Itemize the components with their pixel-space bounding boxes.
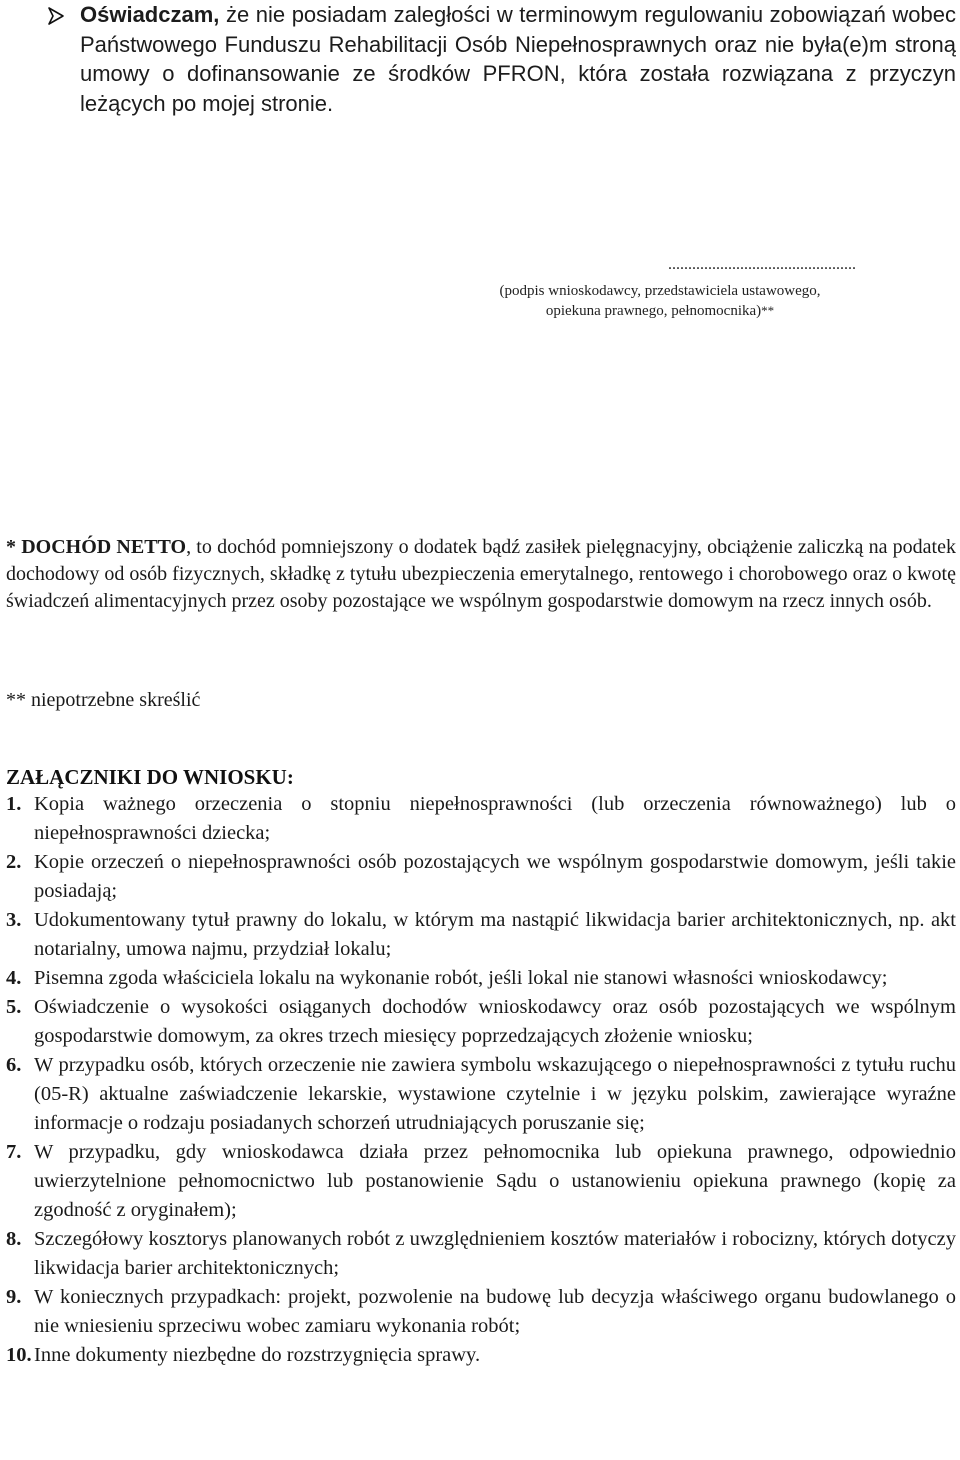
item-text: Kopia ważnego orzeczenia o stopniu niepełnosprawności (lub orzeczenia równoważnego) lub o niepełnosprawności dziecka;	[34, 793, 956, 844]
item-text: Inne dokumenty niezbędne do rozstrzygnięcia sprawy.	[34, 1344, 481, 1366]
list-item	[6, 1283, 956, 1341]
item-number: 6.	[6, 1054, 22, 1076]
item-number: 3.	[6, 909, 22, 931]
signature-caption-stars: **	[761, 303, 775, 318]
item-text: W przypadku, gdy wnioskodawca działa przez pełnomocnika lub opiekuna prawnego, odpowiednio uwierzytelnione pełnomocnictwo lub postanowienie Sądu o ustanowieniu opiekuna prawnego (kopię za zgodność z oryginałem);	[34, 1141, 956, 1221]
item-number: 9.	[6, 1286, 22, 1308]
item-text: Kopie orzeczeń o niepełnosprawności osób pozostających we wspólnym gospodarstwie domowym, jeśli takie posiadają;	[34, 851, 956, 902]
list-item	[6, 790, 956, 848]
item-text: Szczegółowy kosztorys planowanych robót z uwzględnieniem kosztów materiałów i robocizny, których dotyczy likwidacja barier architektonicznych;	[34, 1228, 956, 1279]
footnote-text: , to dochód pomniejszony o dodatek bądź zasiłek pielęgnacyjny, obciążenie zaliczką na podatek dochodowy od osób fizycznych, składkę z tytułu ubezpieczenia emerytalnego, rentowego i chorobowego oraz o kwotę świadczeń alimentacyjnych przez osoby pozostające we wspólnym gospodarstwie domowym na rzecz innych osób.	[6, 536, 956, 613]
strike-out-note: ** niepotrzebne skreślić	[6, 689, 201, 711]
attachments-list	[6, 790, 956, 1370]
list-item	[6, 993, 956, 1051]
signature-caption	[440, 281, 880, 321]
declaration-text	[80, 0, 956, 118]
item-number: 1.	[6, 793, 22, 815]
list-item	[6, 1051, 956, 1138]
signature-caption-line1: (podpis wnioskodawcy, przedstawiciela ustawowego,	[499, 283, 821, 299]
list-item	[6, 1138, 956, 1225]
item-text: W koniecznych przypadkach: projekt, pozwolenie na budowę lub decyzja właściwego organu budowlanego o nie wniesieniu sprzeciwu wobec zamiaru wykonania robót;	[34, 1286, 956, 1337]
item-number: 2.	[6, 851, 22, 873]
list-item	[6, 1341, 956, 1370]
footnote-star: *	[6, 536, 16, 558]
list-item	[6, 964, 956, 993]
item-number: 7.	[6, 1141, 22, 1163]
signature-caption-line2: opiekuna prawnego, pełnomocnika)	[545, 303, 762, 319]
item-text: Pisemna zgoda właściciela lokalu na wykonanie robót, jeśli lokal nie stanowi własności wnioskodawcy;	[34, 967, 888, 989]
declaration-lead: Oświadczam,	[80, 2, 220, 27]
signature-line: ...............................................	[668, 256, 856, 273]
footnote-income-definition	[6, 534, 956, 616]
item-text: W przypadku osób, których orzeczenie nie zawiera symbolu wskazującego o niepełnosprawności z tytułu ruchu (05-R) aktualne zaświadczenie lekarskie, wystawione czytelnie i w języku polskim, zawierające wyraźne informacje o rodzaju posiadanych schorzeń utrudniających poruszanie się;	[34, 1054, 956, 1134]
declaration-block	[46, 0, 956, 118]
signature-block	[440, 255, 880, 321]
item-text: Oświadczenie o wysokości osiąganych dochodów wnioskodawcy oraz osób pozostających we wspólnym gospodarstwie domowym, za okres trzech miesięcy poprzedzających złożenie wniosku;	[34, 996, 956, 1047]
item-number: 5.	[6, 996, 22, 1018]
item-number: 4.	[6, 967, 22, 989]
attachments-title: ZAŁĄCZNIKI DO WNIOSKU:	[6, 765, 294, 789]
item-text: Udokumentowany tytuł prawny do lokalu, w którym ma nastąpić likwidacja barier architektonicznych, np. akt notarialny, umowa najmu, przydział lokalu;	[34, 909, 956, 960]
footnote-heading: DOCHÓD NETTO	[21, 536, 187, 558]
list-item	[6, 906, 956, 964]
item-number: 10.	[6, 1344, 32, 1366]
list-item	[6, 848, 956, 906]
item-number: 8.	[6, 1228, 22, 1250]
arrow-bullet-icon	[46, 6, 66, 26]
list-item	[6, 1225, 956, 1283]
declaration-body: że nie posiadam zaległości w terminowym regulowaniu zobowiązań wobec Państwowego Funduszu Rehabilitacji Osób Niepełnosprawnych oraz nie była(e)m stroną umowy o dofinansowanie ze środków PFRON, która została rozwiązana z przyczyn leżących po mojej stronie.	[80, 2, 956, 116]
